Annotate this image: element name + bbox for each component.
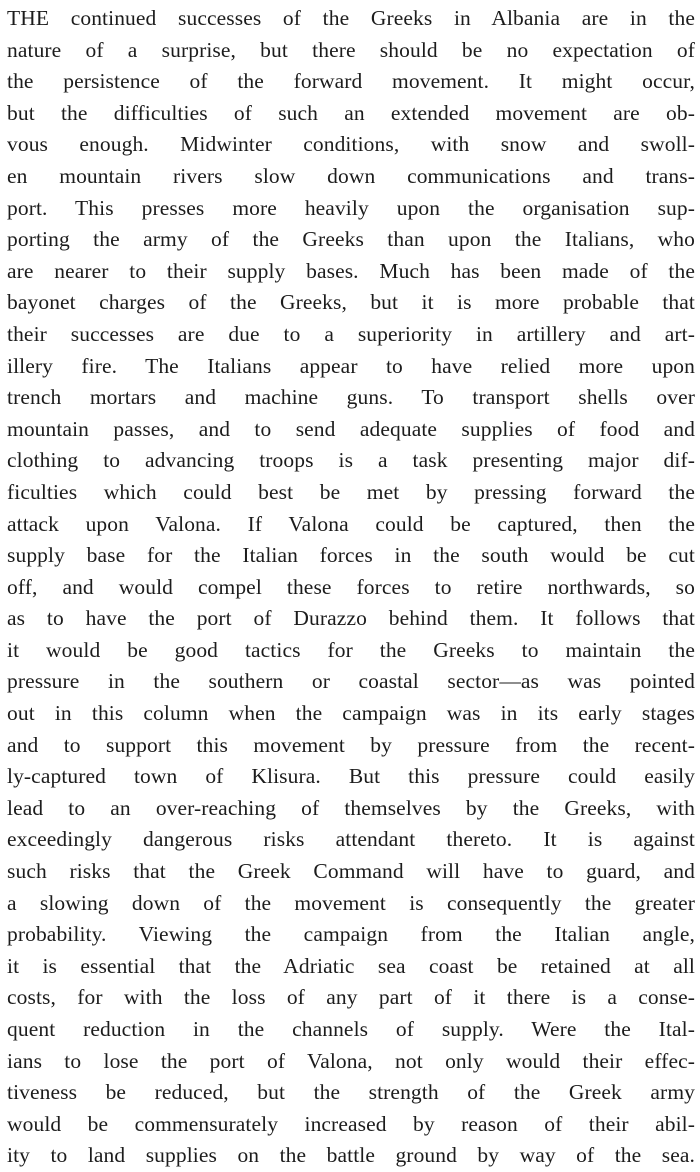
text-line: would be commensurately increased by reason of their abil- xyxy=(7,1111,695,1136)
text-line: it would be good tactics for the Greeks to maintain the xyxy=(7,637,695,662)
text-line: but the difficulties of such an extended movement are ob- xyxy=(7,100,695,125)
text-line: vous enough. Midwinter conditions, with snow and swoll- xyxy=(7,132,695,157)
text-line: ians to lose the port of Valona, not only would their effec- xyxy=(7,1048,695,1073)
text-line: lead to an over-reaching of themselves by the Greeks, with xyxy=(7,795,695,820)
text-line: nature of a surprise, but there should be no expectation of xyxy=(7,37,695,62)
text-line: are nearer to their supply bases. Much has been made of the xyxy=(7,258,695,283)
text-line: exceedingly dangerous risks attendant thereto. It is against xyxy=(7,827,695,852)
text-line: costs, for with the loss of any part of it there is a conse- xyxy=(7,985,695,1010)
text-line: the persistence of the forward movement. It might occur, xyxy=(7,69,695,94)
text-line: their successes are due to a superiority in artillery and art- xyxy=(7,321,695,346)
text-line: ficulties which could best be met by pressing forward the xyxy=(7,479,695,504)
text-line: a slowing down of the movement is consequently the greater xyxy=(7,890,695,915)
text-line: mountain passes, and to send adequate supplies of food and xyxy=(7,416,695,441)
text-line: ity to land supplies on the battle ground by way of the sea. xyxy=(7,1143,695,1168)
text-line: probability. Viewing the campaign from the Italian angle, xyxy=(7,922,695,947)
article-column xyxy=(7,0,695,1172)
text-line: off, and would compel these forces to retire northwards, so xyxy=(7,574,695,599)
text-line: attack upon Valona. If Valona could be captured, then the xyxy=(7,511,695,536)
text-line: it is essential that the Adriatic sea coast be retained at all xyxy=(7,953,695,978)
text-line: THE continued successes of the Greeks in Albania are in the xyxy=(7,6,695,30)
text-line: and to support this movement by pressure from the recent- xyxy=(7,732,695,757)
text-line: tiveness be reduced, but the strength of the Greek army xyxy=(7,1080,695,1105)
text-line: such risks that the Greek Command will have to guard, and xyxy=(7,859,695,884)
text-line: port. This presses more heavily upon the organisation sup- xyxy=(7,195,695,220)
text-line: trench mortars and machine guns. To transport shells over xyxy=(7,385,695,410)
text-line: quent reduction in the channels of supply. Were the Ital- xyxy=(7,1017,695,1041)
text-line: bayonet charges of the Greeks, but it is more probable that xyxy=(7,290,695,315)
text-line: pressure in the southern or coastal sector—as was pointed xyxy=(7,669,695,694)
text-line: out in this column when the campaign was in its early stages xyxy=(7,701,695,726)
text-line: as to have the port of Durazzo behind them. It follows that xyxy=(7,606,695,631)
text-line: porting the army of the Greeks than upon the Italians, who xyxy=(7,227,695,252)
text-line: ly-captured town of Klisura. But this pressure could easily xyxy=(7,764,695,789)
text-line: supply base for the Italian forces in the south would be cut xyxy=(7,543,695,568)
text-line: clothing to advancing troops is a task presenting major dif- xyxy=(7,448,695,473)
text-line: en mountain rivers slow down communications and trans- xyxy=(7,163,695,188)
text-line: illery fire. The Italians appear to have relied more upon xyxy=(7,353,695,378)
